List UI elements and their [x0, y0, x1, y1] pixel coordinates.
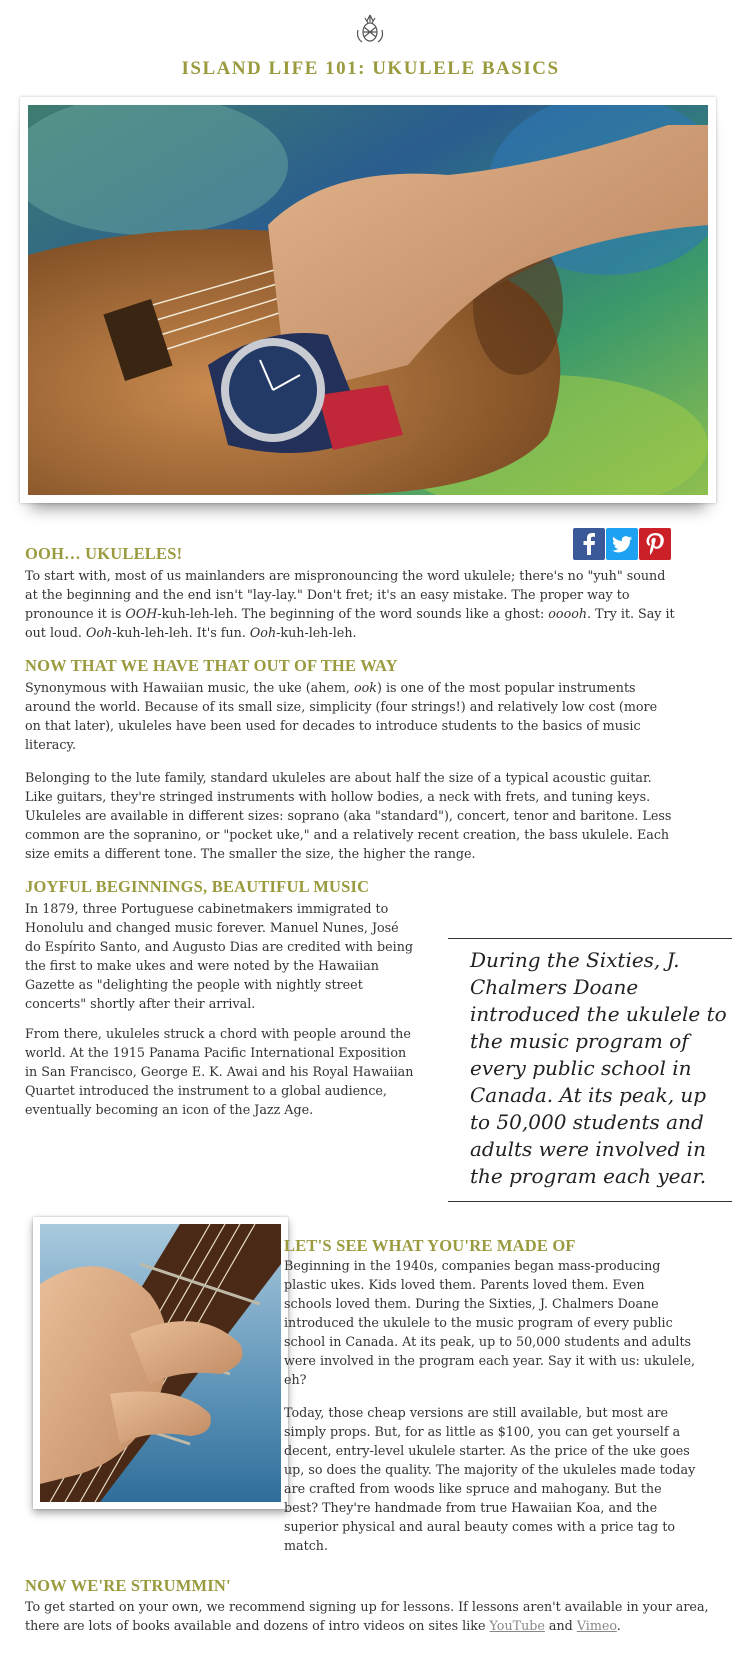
page-title: ISLAND LIFE 101: UKULELE BASICS [181, 58, 560, 79]
ukulele-photo-frame [33, 1217, 288, 1509]
pineapple-crest-icon [352, 12, 388, 48]
section-paragraph: To get started on your own, we recommend signing up for lessons. If lessons aren't available in your area, there are lots of books available and dozens of intro videos on sites like YouTube and Vimeo. [25, 1599, 709, 1633]
section-paragraph: Today, those cheap versions are still available, but most are simply props. But, for as little as $100, you can get yourself a decent, entry-level ukulele starter. As the price of the uke goes up, so does the quality. The majority of the ukuleles made today are crafted from woods like spruce and mahogany. But the best? They're handmade from true Hawaiian Koa, and the superior physical and aural beauty comes with a price tag to match. [284, 1405, 696, 1553]
section-paragraph: In 1879, three Portuguese cabinetmakers immigrated to Honolulu and changed music forever. Manuel Nunes, José do Espírito Santo, and Augusto Dias are credited with being the first to make ukes and were noted by the Hawaiian Gazette as "delighting the people with nightly street concerts" shortly after their arrival. [25, 901, 413, 1011]
section-heading-ooh-ukuleles: OOH… UKULELES! [25, 544, 183, 563]
section-paragraph: Synonymous with Hawaiian music, the uke (ahem, ook) is one of the most popular instruments around the world. Because of its small size, simplicity (four strings!) and relatively low cost (more on that later), ukuleles have been used for decades to introduce students to the basics of music literacy. [25, 680, 658, 752]
section-heading-see-what-youre-made-of: LET'S SEE WHAT YOU'RE MADE OF [284, 1236, 576, 1255]
section-heading-now-were-strummin: NOW WE'RE STRUMMIN' [25, 1576, 231, 1595]
fingers-on-ukulele-fretboard-photo [40, 1224, 281, 1502]
section-paragraph: To start with, most of us mainlanders are mispronouncing the word ukulele; there's no "yuh" sound at the beginning and the end isn't "lay-lay." Don't fret; it's an easy mistake. The proper way to pronounce it is OOH-kuh-leh-leh. The beginning of the word sounds like a ghost: ooooh. Try it. Say it out loud. Ooh-kuh-leh-leh. It's fun. Ooh-kuh-leh-leh. [25, 568, 675, 640]
section-paragraph: Belonging to the lute family, standard ukuleles are about half the size of a typical acoustic guitar. Like guitars, they're stringed instruments with hollow bodies, a neck with frets, and tuning keys. Ukuleles are available in different sizes: soprano (aka "standard"), concert, tenor and baritone. Less common are the sopranino, or "pocket uke," and a relatively recent creation, the bass ukulele. Each size emits a different tone. The smaller the size, the higher the range. [25, 770, 672, 861]
twitter-share-button[interactable] [606, 528, 638, 560]
pinterest-share-button[interactable] [639, 528, 671, 560]
pull-quote-text: During the Sixties, J. Chalmers Doane introduced the ukulele to the music program of every public school in Canada. At its peak, up to 50,000 students and adults were involved in the program each year. [470, 948, 727, 1188]
section-heading-joyful-beginnings: JOYFUL BEGINNINGS, BEAUTIFUL MUSIC [25, 877, 370, 896]
section-heading-out-of-the-way: NOW THAT WE HAVE THAT OUT OF THE WAY [25, 656, 398, 675]
hand-with-watch-on-ukulele-photo [28, 105, 708, 495]
twitter-icon [606, 528, 638, 560]
pull-quote [448, 938, 732, 1202]
youtube-link[interactable]: YouTube [489, 1618, 545, 1633]
vimeo-link[interactable]: Vimeo [576, 1618, 617, 1633]
section-paragraph: From there, ukuleles struck a chord with people around the world. At the 1915 Panama Pacific International Exposition in San Francisco, George E. K. Awai and his Royal Hawaiian Quartet introduced the instrument to a global audience, eventually becoming an icon of the Jazz Age. [25, 1026, 414, 1117]
pinterest-icon [639, 528, 671, 560]
facebook-icon [573, 528, 605, 560]
facebook-share-button[interactable] [573, 528, 605, 560]
hero-image-frame [20, 97, 716, 503]
section-paragraph: Beginning in the 1940s, companies began mass-producing plastic ukes. Kids loved them. Parents loved them. Even schools loved them. During the Sixties, J. Chalmers Doane introduced the ukulele to the music program of every public school in Canada. At its peak, up to 50,000 students and adults were involved in the program each year. Say it with us: ukulele, eh? [284, 1258, 696, 1387]
